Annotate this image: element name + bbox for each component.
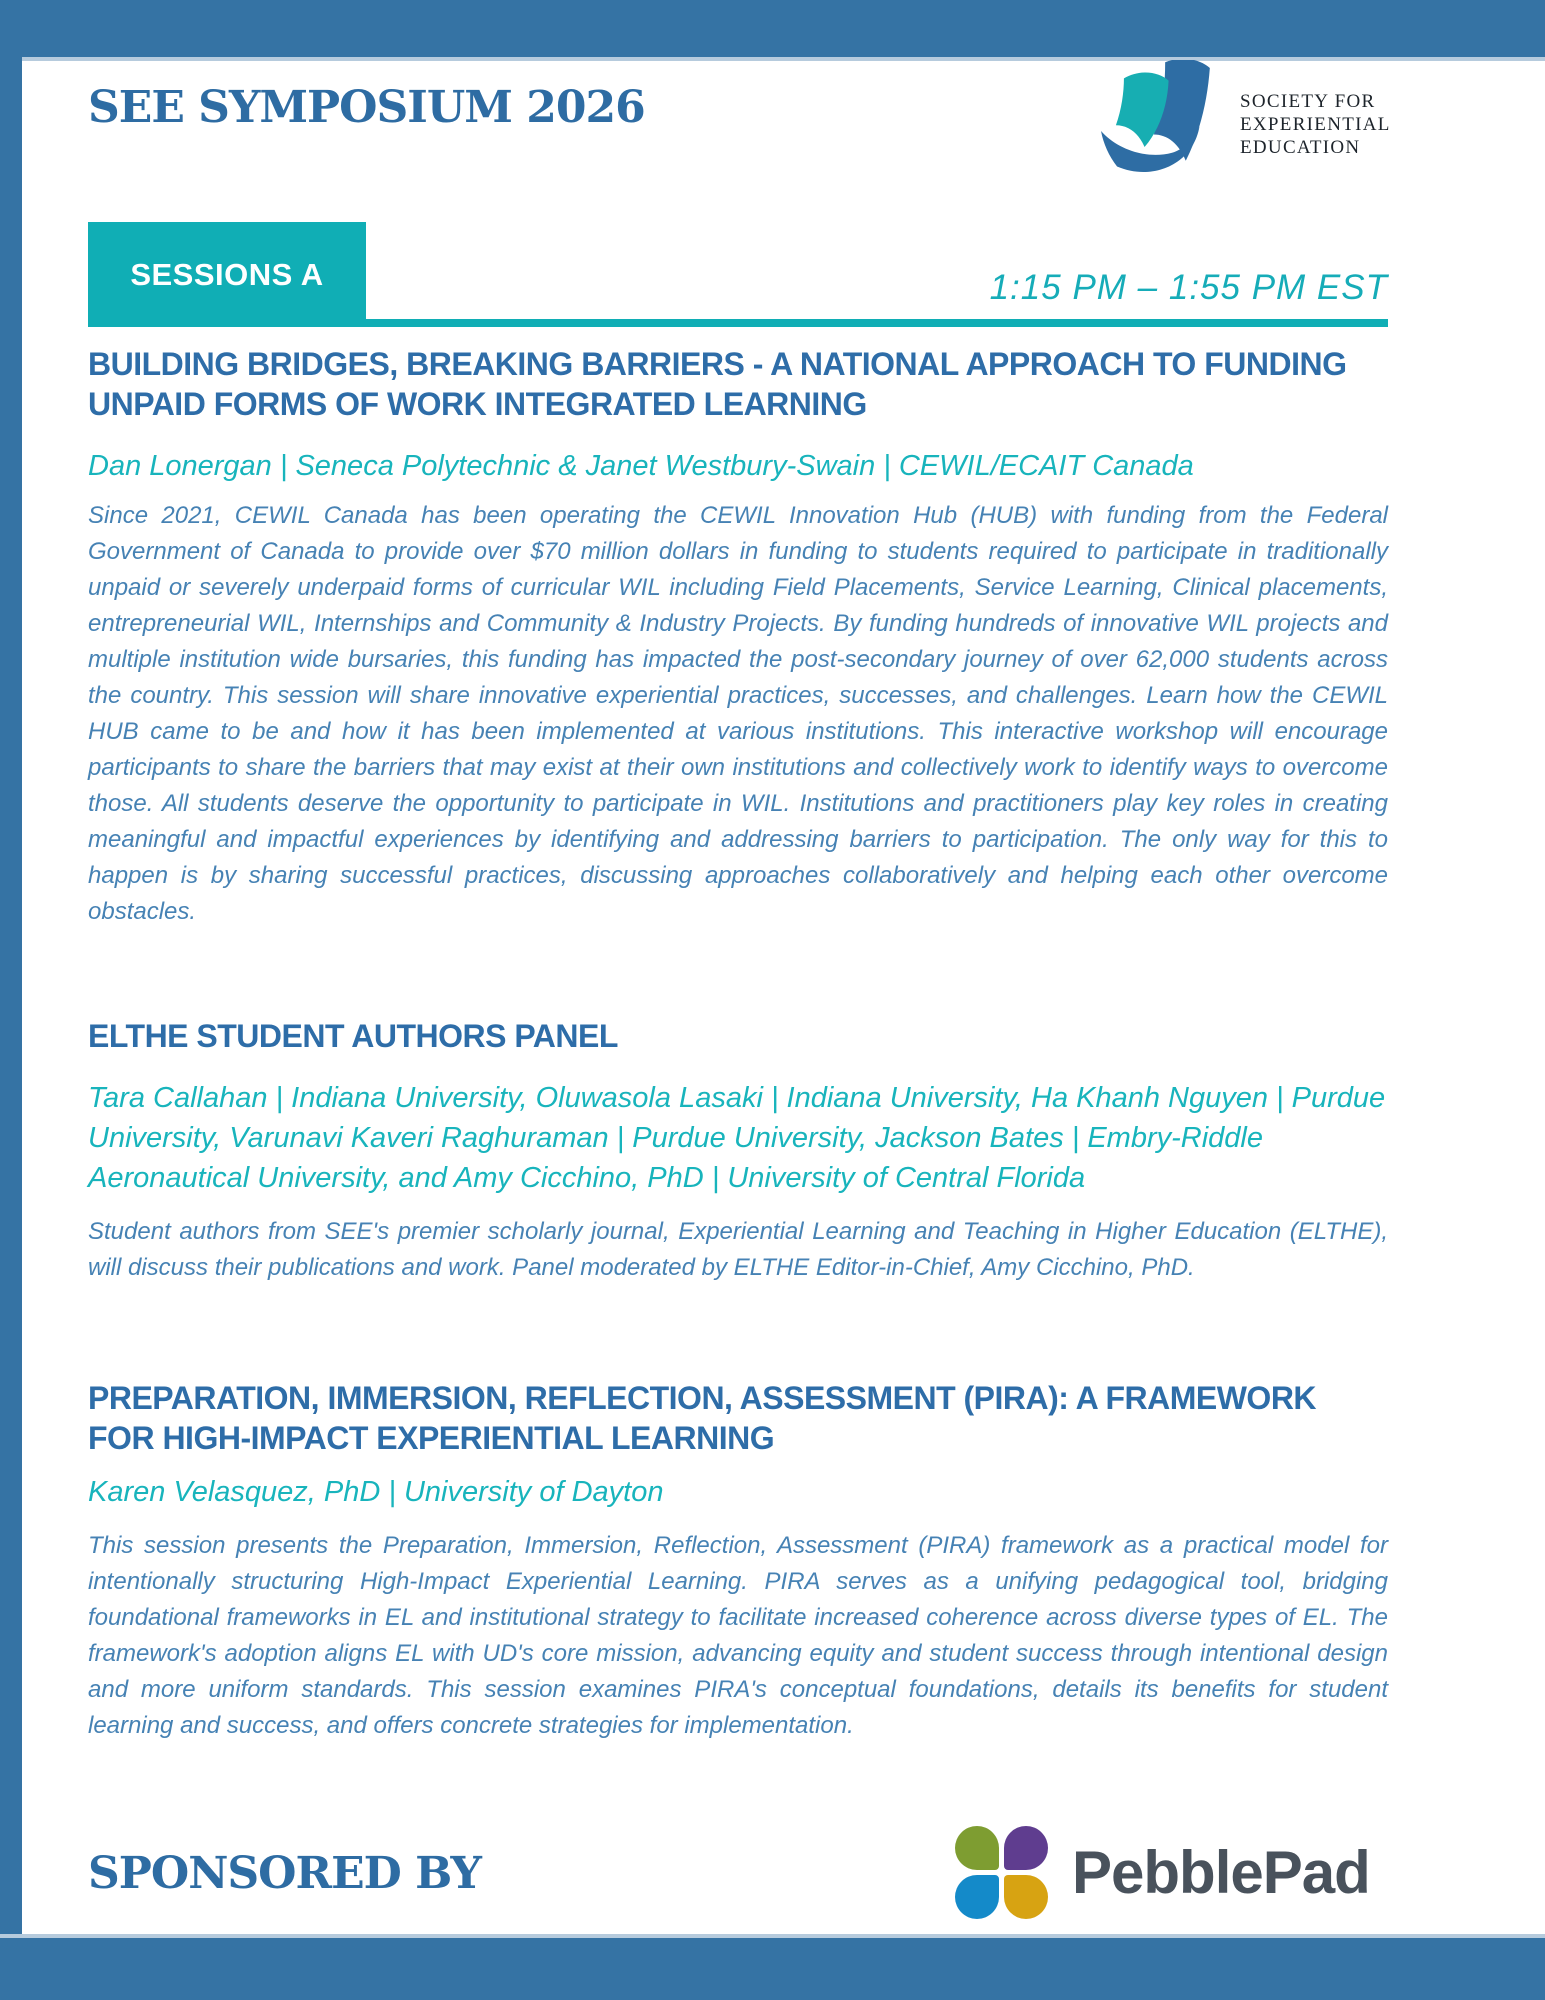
petal-blue-icon bbox=[955, 1875, 999, 1919]
sponsored-by-label: SPONSORED BY bbox=[88, 1848, 481, 1899]
session-title: PREPARATION, IMMERSION, REFLECTION, ASSESSMENT (PIRA): A FRAMEWORK FOR HIGH-IMPACT EXPERIENTIAL LEARNING bbox=[88, 1380, 1317, 1456]
session-speakers: Karen Velasquez, PhD | University of Dayton bbox=[88, 1476, 664, 1508]
pebblepad-logo bbox=[955, 1826, 1370, 1919]
see-logo-text bbox=[1240, 90, 1391, 159]
session-abstract: This session presents the Preparation, Immersion, Reflection, Assessment (PIRA) framework as a practical model for intentionally structuring High-Impact Experiential Learning. PIRA serves as a unifying pedagogical tool, bridging foundational frameworks in EL and institutional strategy to facilitate increased coherence across diverse types of EL. The framework's adoption aligns EL with UD's core mission, advancing equity and student success through intentional design and more uniform standards. This session examines PIRA's conceptual foundations, details its benefits for student learning and success, and offers concrete strategies for implementation. bbox=[88, 1532, 1388, 1739]
petal-purple-icon bbox=[1004, 1826, 1048, 1870]
session-block bbox=[88, 1378, 1388, 1744]
sessions-label-box bbox=[88, 222, 366, 327]
sessions-banner bbox=[88, 222, 1388, 327]
pebblepad-wordmark: PebblePad bbox=[1072, 1839, 1370, 1906]
session-title: BUILDING BRIDGES, BREAKING BARRIERS - A NATIONAL APPROACH TO FUNDING UNPAID FORMS OF WORK INTEGRATED LEARNING bbox=[88, 346, 1347, 422]
see-logo bbox=[1098, 60, 1391, 186]
session-speakers: Tara Callahan | Indiana University, Oluwasola Lasaki | Indiana University, Ha Khanh Nguyen | Purdue University, Varunavi Kaveri Raghuraman | Purdue University, Jackson Bates | Embry-Riddle Aeronautical University, and Amy Cicchino, PhD | University of Central Florida bbox=[88, 1082, 1386, 1194]
see-logo-text-line: EDUCATION bbox=[1240, 137, 1361, 158]
session-block bbox=[88, 344, 1388, 930]
see-logo-text-line: SOCIETY FOR bbox=[1240, 91, 1376, 112]
open-book-pages-icon bbox=[1098, 60, 1214, 186]
pebblepad-petals-icon bbox=[955, 1826, 1048, 1919]
session-title: ELTHE STUDENT AUTHORS PANEL bbox=[88, 1018, 618, 1054]
session-abstract: Student authors from SEE's premier scholarly journal, Experiential Learning and Teaching in Higher Education (ELTHE), will discuss their publications and work. Panel moderated by ELTHE Editor-in-Chief, Amy Cicchino, PhD. bbox=[88, 1218, 1388, 1281]
left-edge-strip bbox=[0, 0, 22, 2000]
bottom-bar bbox=[0, 1934, 1545, 2000]
session-time: 1:15 PM – 1:55 PM EST bbox=[989, 268, 1388, 307]
session-block bbox=[88, 1016, 1388, 1286]
top-bar bbox=[0, 0, 1545, 61]
session-speakers: Dan Lonergan | Seneca Polytechnic & Janet Westbury-Swain | CEWIL/ECAIT Canada bbox=[88, 450, 1194, 482]
session-abstract: Since 2021, CEWIL Canada has been operating the CEWIL Innovation Hub (HUB) with funding from the Federal Government of Canada to provide over $70 million dollars in funding to students required to participate in traditionally unpaid or severely underpaid forms of curricular WIL including Field Placements, Service Learning, Clinical placements, entrepreneurial WIL, Internships and Community & Industry Projects. By funding hundreds of innovative WIL projects and multiple institution wide bursaries, this funding has impacted the post-secondary journey of over 62,000 students across the country. This session will share innovative experiential practices, successes, and challenges. Learn how the CEWIL HUB came to be and how it has been implemented at various institutions. This interactive workshop will encourage participants to share the barriers that may exist at their own institutions and collectively work to identify ways to overcome those. All students deserve the opportunity to participate in WIL. Institutions and practitioners play key roles in creating meaningful and impactful experiences by identifying and addressing barriers to participation. The only way for this to happen is by sharing successful practices, discussing approaches collaboratively and helping each other overcome obstacles. bbox=[88, 502, 1388, 925]
petal-gold-icon bbox=[1004, 1875, 1048, 1919]
petal-green-icon bbox=[955, 1826, 999, 1870]
see-logo-text-line: EXPERIENTIAL bbox=[1240, 114, 1391, 135]
sessions-label: SESSIONS A bbox=[130, 256, 324, 292]
page-title: SEE SYMPOSIUM 2026 bbox=[88, 82, 645, 133]
